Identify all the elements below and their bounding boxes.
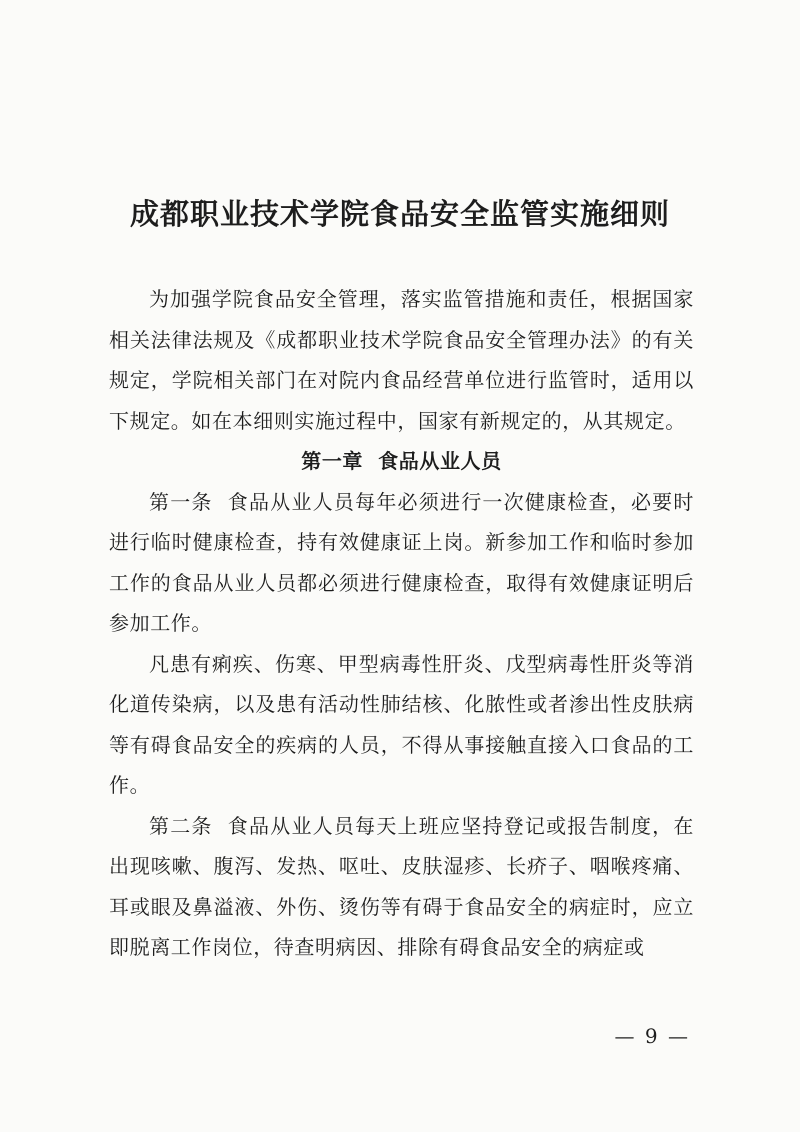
document-body: [109, 279, 694, 968]
article-1-paragraph: 第一条 食品从业人员每年必须进行一次健康检查，必要时进行临时健康检查，持有效健康证上岗。新参加工作和临时参加工作的食品从业人员都必须进行健康检查，取得有效健康证明后参加工作。: [109, 489, 694, 635]
intro-paragraph: 为加强学院食品安全管理，落实监管措施和责任，根据国家相关法律法规及《成都职业技术学院食品安全管理办法》的有关规定，学院相关部门在对院内食品经营单位进行监管时，适用以下规定。如在本细则实施过程中，国家有新规定的，从其规定。: [109, 287, 694, 433]
article-2-paragraph: 第二条 食品从业人员每天上班应坚持登记或报告制度，在出现咳嗽、腹泻、发热、呕吐、皮肤湿疹、长疥子、咽喉疼痛、耳或眼及鼻溢液、外伤、烫伤等有碍于食品安全的病症时，应立即脱离工作岗位，待查明病因、排除有碍食品安全的病症或: [109, 813, 694, 959]
page-number: — 9 —: [614, 1024, 690, 1048]
document-title: 成都职业技术学院食品安全监管实施细则: [129, 197, 670, 231]
chapter-heading: 第一章 食品从业人员: [301, 449, 502, 473]
article-1-paragraph-2: 凡患有痢疾、伤寒、甲型病毒性肝炎、戊型病毒性肝炎等消化道传染病，以及患有活动性肺结核、化脓性或者渗出性皮肤病等有碍食品安全的疾病的人员，不得从事接触直接入口食品的工作。: [109, 651, 694, 797]
